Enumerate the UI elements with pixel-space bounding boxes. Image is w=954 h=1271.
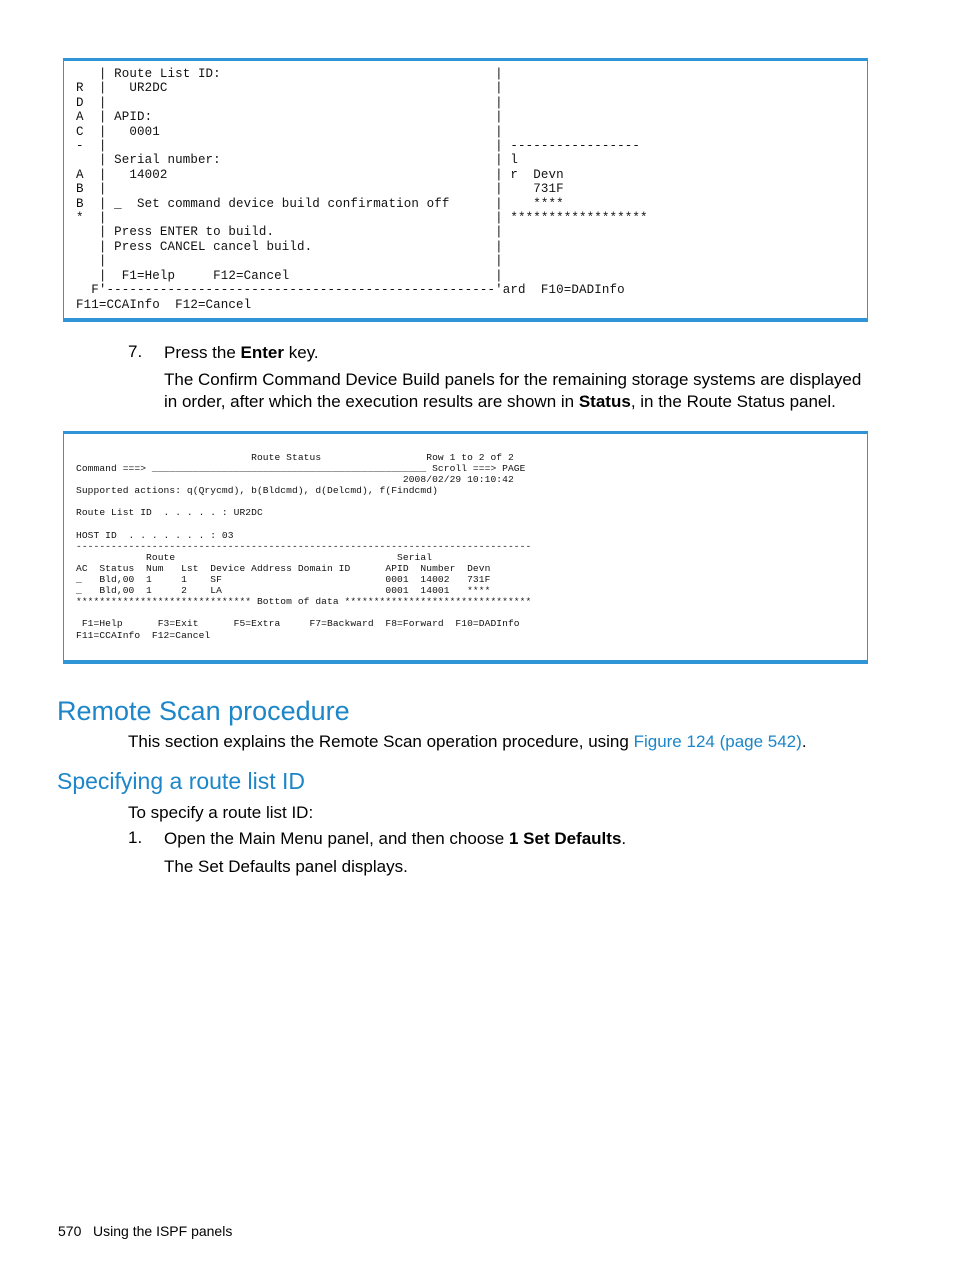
confirm-build-panel-screenshot [63, 58, 868, 322]
section-heading: Remote Scan procedure [57, 696, 350, 726]
step-number: 1. [128, 828, 143, 847]
step-number: 7. [128, 342, 143, 361]
step-7-description: The Confirm Command Device Build panels for the remaining storage systems are displayed in order, after which the execution results are shown in Status, in the Route Status panel. [164, 370, 862, 411]
subsection-heading: Specifying a route list ID [57, 768, 306, 794]
step-7-instruction: Press the Enter key. [164, 343, 319, 362]
step-1-result: The Set Defaults panel displays. [164, 857, 408, 876]
route-status-panel-screenshot [63, 431, 868, 664]
terminal-text-route-status: Route Status Row 1 to 2 of 2 Command ===> _______________________________________________ Scroll ===> PAGE 2008/02/29 10:10:42 Supported actions: q(Qrycmd), b(Bldcmd), d(Delcmd), f(Findcmd) Route List ID . . . . . : UR2DC HOST ID . . . . . . . : 03 ------------------------------------------------------------------------------ Route Serial AC Status Num Lst Device Address Domain ID APID Number Devn _ Bld,00 1 1 SF 0001 14002 731F _ Bld,00 1 2 LA 0001 14001 **** ****************************** Bottom of data ******************************** F1=Help F3=Exit F5=Extra F7=Backward F8=Forward F10=DADInfo F11=CCAInfo F12=Cancel [76, 452, 532, 641]
page-footer [58, 1223, 232, 1239]
section-intro: This section explains the Remote Scan operation procedure, using Figure 124 (page 542). [128, 732, 807, 751]
step-1-instruction: Open the Main Menu panel, and then choose 1 Set Defaults. [164, 829, 627, 848]
figure-link[interactable]: Figure 124 (page 542) [633, 732, 802, 751]
footer-section-name: Using the ISPF panels [93, 1223, 233, 1239]
page-number: 570 [58, 1223, 82, 1239]
terminal-text-confirm-build: | Route List ID: | R | UR2DC | D | | A | APID: | C | 0001 | - | | ----------------- | Serial number: | l A | 14002 | r Devn B | | 731F B | _ Set command device build confirmation off | **** * | | ****************** | Press ENTER to build. | | Press CANCEL cancel build. | | | | F1=Help F12=Cancel | F'---------------------------------------------------'ard F10=DADInfo F11=CCAInfo F12=Cancel [76, 67, 648, 312]
subsection-lead: To specify a route list ID: [128, 803, 314, 822]
